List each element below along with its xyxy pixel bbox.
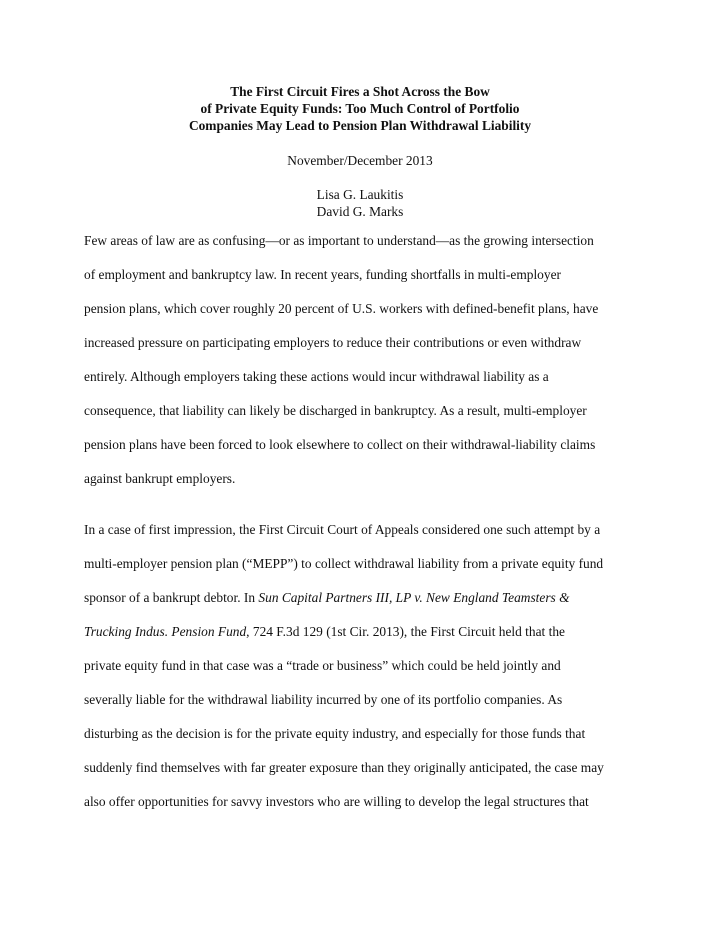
text-line: of employment and bankruptcy law. In recent years, funding shortfalls in multi-employer [84,267,561,282]
case-citation-italic: Sun Capital Partners III, LP v. New England Teamsters & [258,590,570,605]
title-line: The First Circuit Fires a Shot Across the Bow [230,84,490,99]
text-line: Few areas of law are as confusing—or as important to understand—as the growing intersection [84,233,594,248]
author-list [0,186,720,220]
text-line: disturbing as the decision is for the private equity industry, and especially for those funds that [84,726,586,741]
text-line: In a case of first impression, the First Circuit Court of Appeals considered one such attempt by a [84,522,601,537]
document-title [0,83,720,134]
text-line: against bankrupt employers. [84,471,236,486]
text-segment: sponsor of a bankrupt debtor. In [84,590,259,605]
text-line: severally liable for the withdrawal liability incurred by one of its portfolio companies. As [84,692,563,707]
title-line: of Private Equity Funds: Too Much Control of Portfolio [200,101,520,116]
text-line: multi-employer pension plan (“MEPP”) to collect withdrawal liability from a private equity fund [84,556,604,571]
text-line: pension plans have been forced to look elsewhere to collect on their withdrawal-liability claims [84,437,596,452]
text-line [84,581,644,615]
text-line: entirely. Although employers taking these actions would incur withdrawal liability as a [84,369,549,384]
body-paragraph-1 [84,224,644,496]
text-line: also offer opportunities for savvy investors who are willing to develop the legal structures that [84,794,589,809]
text-line: suddenly find themselves with far greater exposure than they originally anticipated, the case may [84,760,604,775]
case-citation-italic: Trucking Indus. Pension Fund [84,624,247,639]
body-paragraph-2 [84,513,644,819]
text-line: private equity fund in that case was a “trade or business” which could be held jointly and [84,658,561,673]
text-line: consequence, that liability can likely be discharged in bankruptcy. As a result, multi-employer [84,403,587,418]
text-segment: , 724 F.3d 129 (1st Cir. 2013), the First Circuit held that the [246,624,565,639]
title-line: Companies May Lead to Pension Plan Withdrawal Liability [188,118,532,133]
author-name: Lisa G. Laukitis [316,187,404,202]
text-line: pension plans, which cover roughly 20 percent of U.S. workers with defined-benefit plans, have [84,301,599,316]
text-line [84,615,644,649]
publication-date: November/December 2013 [287,153,433,168]
text-line: increased pressure on participating employers to reduce their contributions or even withdraw [84,335,582,350]
author-name: David G. Marks [316,204,404,219]
